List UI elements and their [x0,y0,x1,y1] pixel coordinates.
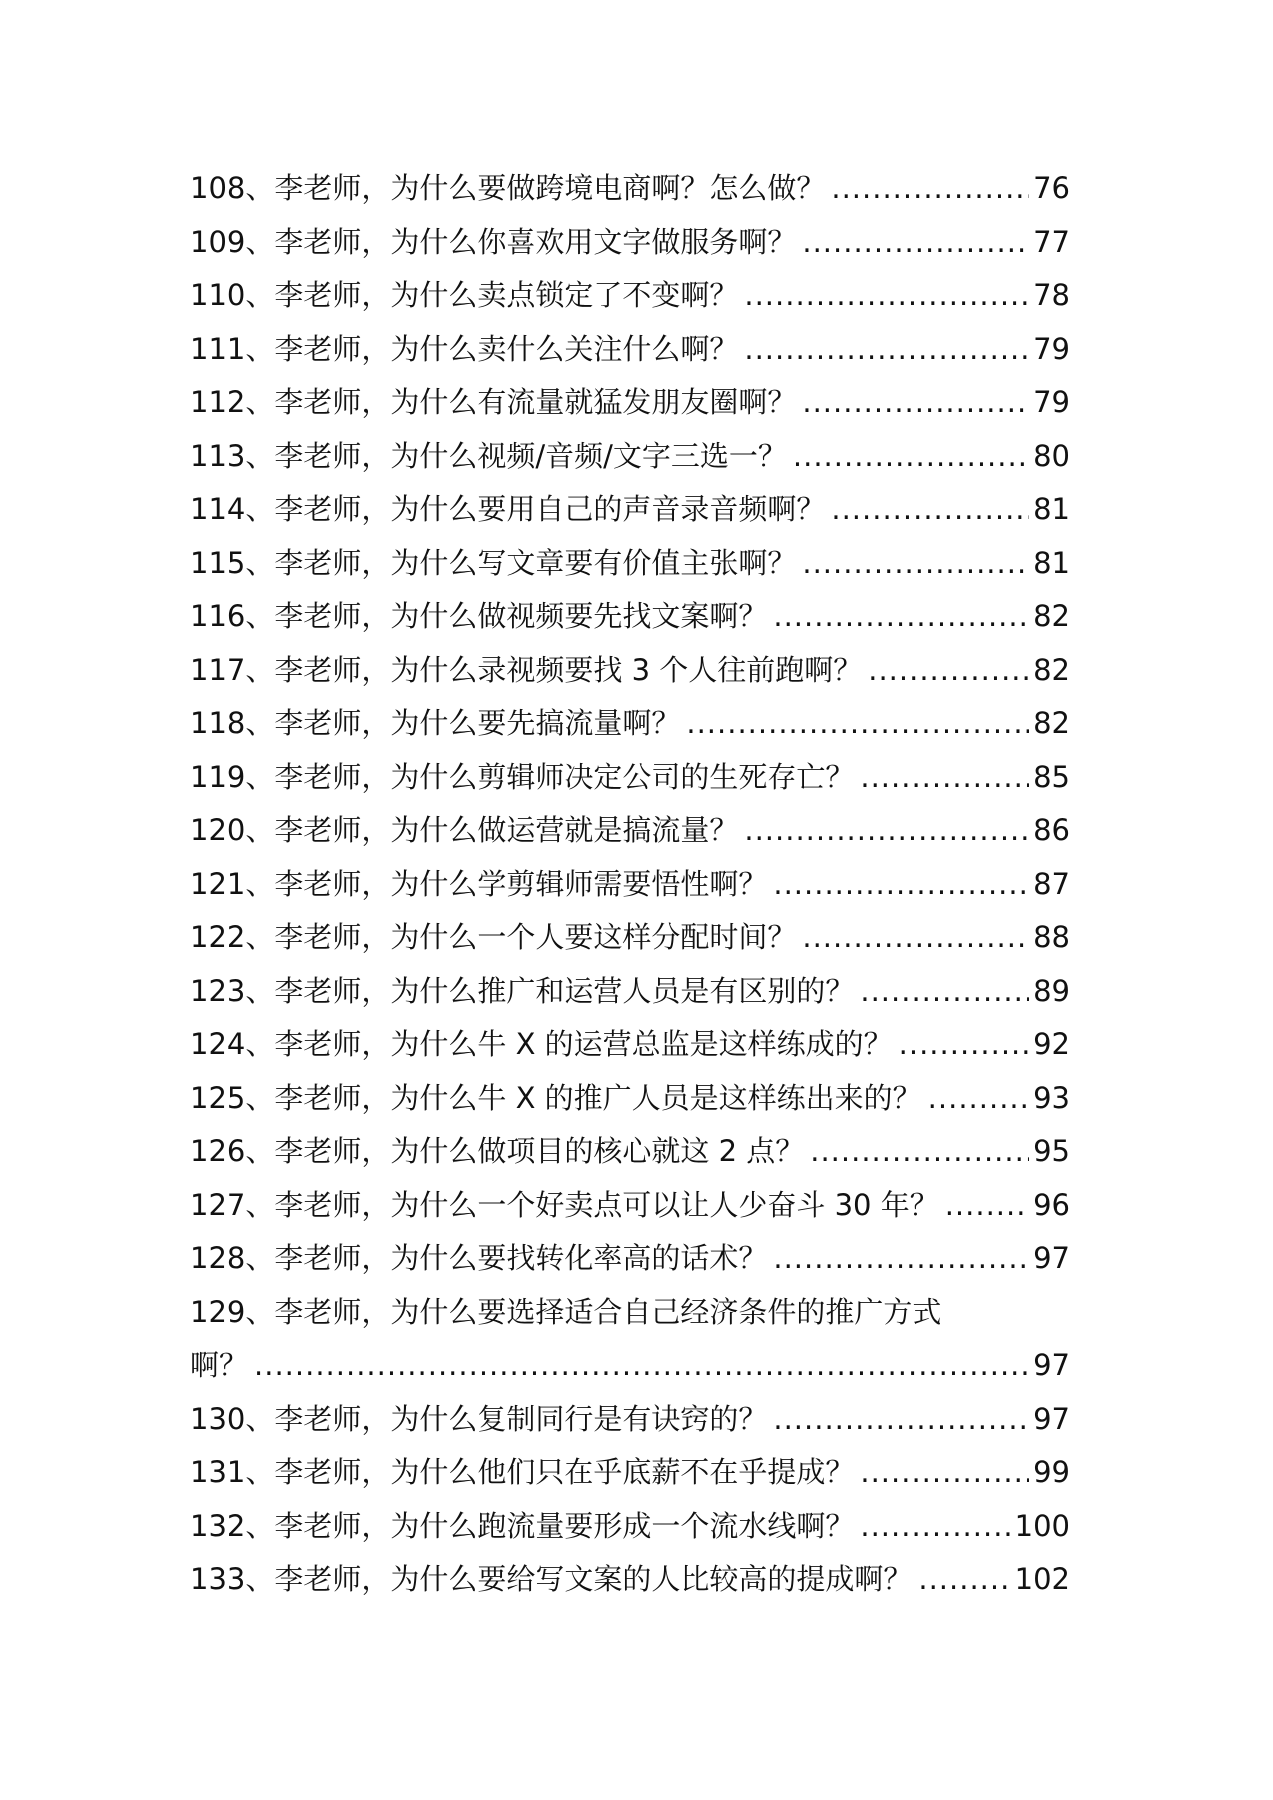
toc-entry[interactable] [190,858,1070,912]
toc-entry[interactable] [190,483,1070,537]
dot-leader [802,537,1029,591]
toc-entry-title: 123、李老师，为什么推广和运营人员是有区别的？ [190,973,855,1008]
toc-entry-title: 109、李老师，为什么你喜欢用文字做服务啊？ [190,224,797,259]
toc-entry[interactable] [190,1446,1070,1500]
toc-entry[interactable] [190,1125,1070,1179]
toc-entry-title: 122、李老师，为什么一个人要这样分配时间？ [190,920,797,954]
dot-leader [831,483,1029,537]
toc-entry-page: 93 [1033,1080,1070,1115]
toc-entry-line2 [190,1339,1070,1393]
toc-entry[interactable] [190,1018,1070,1072]
toc-entry[interactable] [190,1072,1070,1126]
toc-entry-page: 96 [1033,1187,1070,1222]
toc-entry-title: 118、李老师，为什么要先搞流量啊？ [190,706,681,740]
toc-entry-title: 111、李老师，为什么卖什么关注什么啊？ [190,331,739,366]
toc-entry-title: 131、李老师，为什么他们只在乎底薪不在乎提成？ [190,1455,855,1489]
toc-entry-title: 113、李老师，为什么视频/音频/文字三选一？ [190,438,787,473]
dot-leader [802,216,1029,270]
dot-leader [860,751,1029,805]
dot-leader [928,1072,1029,1126]
toc-entry[interactable] [190,804,1070,858]
toc-entry-page: 102 [1014,1562,1070,1596]
toc-entry-page: 81 [1033,492,1070,526]
dot-leader [945,1179,1029,1233]
toc-entry-title: 124、李老师，为什么牛 X 的运营总监是这样练成的？ [190,1027,893,1061]
toc-entry-title: 115、李老师，为什么写文章要有价值主张啊？ [190,545,797,580]
toc-entry-page: 97 [1033,1401,1070,1436]
toc-entry[interactable] [190,1179,1070,1233]
toc-entry-page: 97 [1033,1348,1070,1382]
toc-entry-page: 77 [1033,224,1070,259]
toc-entry[interactable] [190,590,1070,644]
toc-entry[interactable] [190,911,1070,965]
toc-entry-title: 116、李老师，为什么做视频要先找文案啊？ [190,599,768,633]
toc-entry[interactable] [190,216,1070,270]
toc-entry-page: 79 [1033,331,1070,366]
toc-entry-page: 92 [1033,1027,1070,1061]
dot-leader [802,911,1029,965]
dot-leader [773,858,1029,912]
toc-entry-title: 114、李老师，为什么要用自己的声音录音频啊？ [190,492,826,526]
toc-entries-group [190,1393,1070,1607]
table-of-contents [190,162,1070,1607]
toc-entry-page: 95 [1033,1134,1070,1168]
toc-entry[interactable] [190,1393,1070,1447]
dot-leader [744,804,1029,858]
dot-leader [802,376,1029,430]
toc-entry-page: 100 [1014,1508,1070,1543]
toc-entry-page: 86 [1033,813,1070,847]
toc-entry[interactable] [190,644,1070,698]
toc-entry[interactable] [190,697,1070,751]
toc-entry-title-continued: 啊？ [190,1348,249,1382]
dot-leader [868,644,1029,698]
toc-entry[interactable] [190,1553,1070,1607]
dot-leader [899,1018,1029,1072]
toc-entry-page: 99 [1033,1455,1070,1489]
dot-leader [860,1500,1010,1554]
toc-entry-page: 80 [1033,438,1070,473]
dot-leader [773,590,1029,644]
toc-entry[interactable] [190,751,1070,805]
toc-entry-title: 119、李老师，为什么剪辑师决定公司的生死存亡？ [190,759,855,794]
toc-entry-title: 117、李老师，为什么录视频要找 3 个人往前跑啊？ [190,652,863,687]
toc-entry-title: 126、李老师，为什么做项目的核心就这 2 点？ [190,1134,805,1168]
toc-entry-title: 127、李老师，为什么一个好卖点可以让人少奋斗 30 年？ [190,1187,939,1222]
toc-entry-page: 89 [1033,973,1070,1008]
dot-leader [860,965,1029,1019]
toc-entry-title: 108、李老师，为什么要做跨境电商啊？怎么做？ [190,171,826,205]
dot-leader [773,1232,1029,1286]
toc-entry[interactable] [190,1286,1070,1393]
toc-entry-title: 130、李老师，为什么复制同行是有诀窍的？ [190,1401,768,1436]
toc-entry-title: 121、李老师，为什么学剪辑师需要悟性啊？ [190,866,768,901]
toc-entry[interactable] [190,537,1070,591]
toc-entry-title: 132、李老师，为什么跑流量要形成一个流水线啊？ [190,1508,855,1543]
toc-entry[interactable] [190,430,1070,484]
toc-entry-page: 82 [1033,652,1070,687]
dot-leader [744,269,1029,323]
toc-entry[interactable] [190,376,1070,430]
toc-entry-page: 79 [1033,385,1070,419]
dot-leader [686,697,1029,751]
toc-entry-title: 120、李老师，为什么做运营就是搞流量？ [190,813,739,847]
dot-leader [793,430,1029,484]
dot-leader [744,323,1029,377]
dot-leader [831,162,1029,216]
toc-entry[interactable] [190,1500,1070,1554]
toc-entry-page: 81 [1033,545,1070,580]
dot-leader [773,1393,1029,1447]
toc-entry-page: 76 [1033,171,1070,205]
toc-entry-title: 128、李老师，为什么要找转化率高的话术？ [190,1241,768,1275]
toc-entry[interactable] [190,965,1070,1019]
dot-leader [860,1446,1029,1500]
toc-entry[interactable] [190,269,1070,323]
toc-entry-title: 110、李老师，为什么卖点锁定了不变啊？ [190,278,739,312]
toc-entry-page: 97 [1033,1241,1070,1275]
dot-leader [254,1339,1029,1393]
toc-entry-page: 78 [1033,278,1070,312]
toc-entries-group [190,162,1070,1286]
dot-leader [918,1553,1010,1607]
toc-entry-page: 88 [1033,920,1070,954]
toc-entry-title: 125、李老师，为什么牛 X 的推广人员是这样练出来的？ [190,1080,922,1115]
toc-entry-page: 82 [1033,706,1070,740]
toc-entry-title: 129、李老师，为什么要选择适合自己经济条件的推广方式 [190,1294,942,1329]
toc-entry-page: 85 [1033,759,1070,794]
dot-leader [810,1125,1029,1179]
toc-entry[interactable] [190,323,1070,377]
toc-entry-page: 87 [1033,866,1070,901]
toc-entry-title: 133、李老师，为什么要给写文案的人比较高的提成啊？ [190,1562,913,1596]
toc-entry-page: 82 [1033,599,1070,633]
toc-entry[interactable] [190,1232,1070,1286]
toc-entry-title: 112、李老师，为什么有流量就猛发朋友圈啊？ [190,385,797,419]
toc-entry[interactable] [190,162,1070,216]
